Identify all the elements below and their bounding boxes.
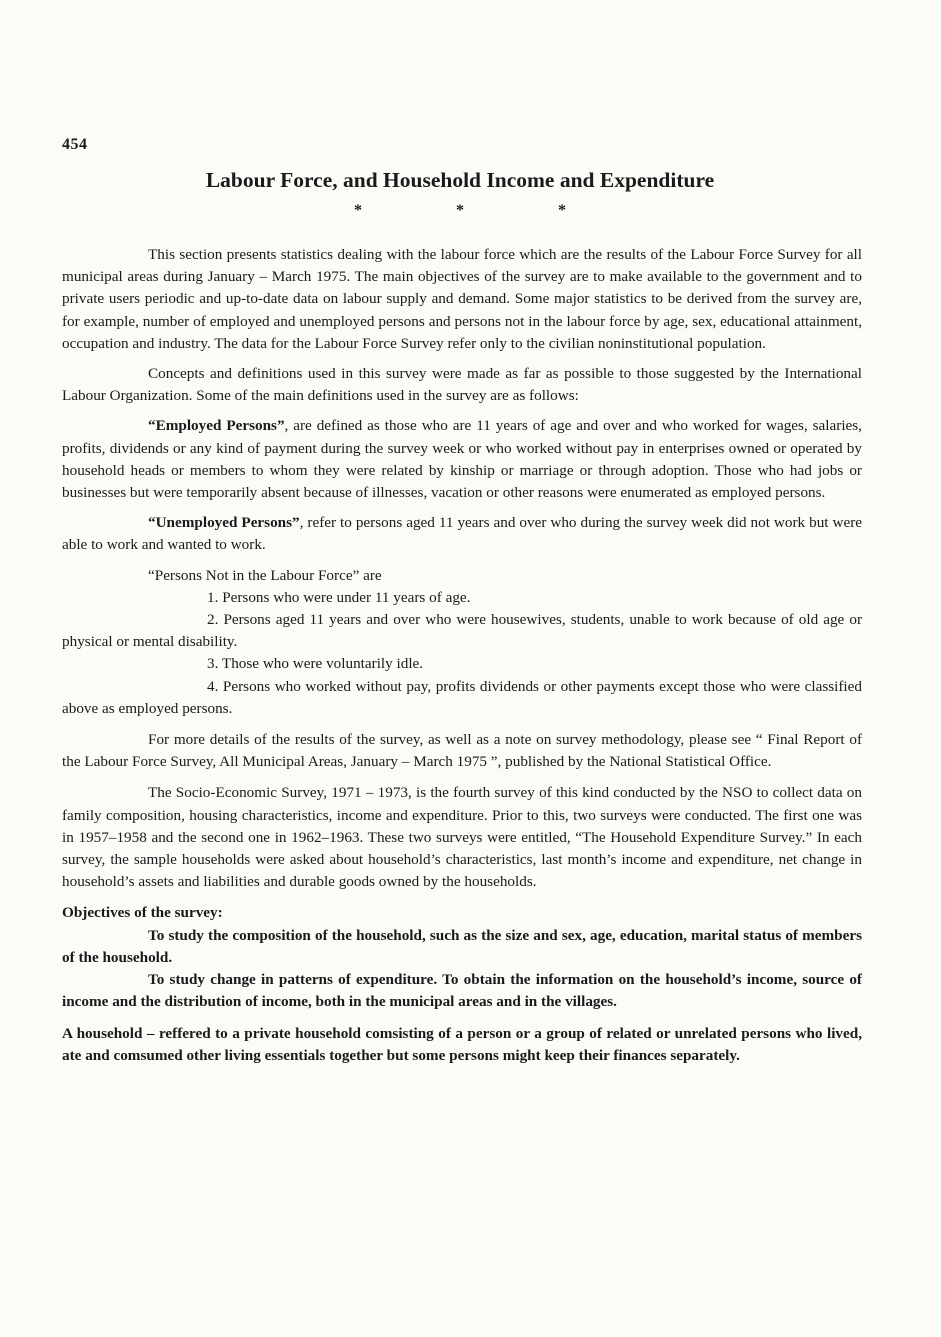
list-item: 3. Those who were voluntarily idle. (207, 655, 424, 673)
intro-paragraph: This section presents statistics dealing with the labour force which are the results of the Labour Force Survey for all municipal areas during January – March 1975. The main objectives of the survey are to make available to the government and to private users periodic and up-to-date data on labour supply and demand. Some major statistics to be derived from the survey are, for example, number of employed and unemployed persons and persons not in the labour force by age, sex, educational attainment, occupation and industry. The data for the Labour Force Survey refer only to the civilian noninstitutional population. (62, 246, 862, 352)
unemployed-text: , refer to persons aged 11 years and over who during the survey week did not work but were able to work and wanted to work. (62, 514, 862, 554)
more-details-paragraph: For more details of the results of the survey, as well as a note on survey methodology, please see “ Final Report of the Labour Force Survey, All Municipal Areas, January – March 1975 ”, published by the National Statistical Office. (62, 731, 862, 771)
employed-text: , are defined as those who are 11 years of age and over and who worked for wages, salaries, profits, dividends or any kind of payment during the survey week or who worked without pay in enterprises owned or operated by household heads or members to whom they were related by kinship or marriage or through adoption. Those who had jobs or businesses but were temporarily absent because of illnesses, vacation or other reasons were enumerated as employed persons. (62, 417, 862, 502)
objective-item: To study change in patterns of expenditure. To obtain the information on the household’s income, source of income and the distribution of income, both in the municipal areas and in the villages. (62, 971, 862, 1011)
household-text: – reffered to a private household comsisting of a person or a group of related or unrelated persons who lived, ate and comsumed other living essentials together but some persons might keep their finances separately. (62, 1024, 862, 1064)
list-item: 4. Persons who worked without pay, profits dividends or other payments except those who were classified above as employed persons. (62, 677, 862, 717)
unemployed-term: “Unemployed Persons” (148, 514, 300, 532)
household-term: A household (62, 1024, 143, 1042)
list-item: 1. Persons who were under 11 years of age. (207, 588, 471, 606)
objectives-section (62, 902, 862, 1066)
socio-economic-paragraph: The Socio-Economic Survey, 1971 – 1973, is the fourth survey of this kind conducted by the NSO to collect data on family composition, housing characteristics, income and expenditure. Prior to this, two surveys were conducted. The first one was in 1957–1958 and the second one in 1962–1963. These two surveys were entitled, “The Household Expenditure Survey.” In each survey, the sample households were asked about household’s characteristics, last month’s income and expenditure, net change in household’s assets and liabilities and durable goods owned by the households. (62, 784, 862, 891)
title-ornament: * * * (354, 202, 566, 219)
body-text (62, 244, 862, 1067)
unemployed-definition (62, 512, 862, 556)
employed-definition (62, 415, 862, 504)
objective-item: To study the composition of the household, such as the size and sex, age, education, marital status of members of the household. (62, 926, 862, 966)
page-title: Labour Force, and Household Income and Expenditure (205, 168, 715, 192)
list-item: 2. Persons aged 11 years and over who were housewives, students, unable to work because of old age or physical or mental disability. (62, 611, 862, 651)
concepts-paragraph: Concepts and definitions used in this survey were made as far as possible to those suggested by the International Labour Organization. Some of the main definitions used in the survey are as follows: (62, 365, 862, 405)
page-number: 454 (62, 136, 88, 153)
household-definition (62, 1023, 862, 1067)
objectives-heading: Objectives of the survey: (62, 904, 223, 922)
not-in-labour-force-intro: “Persons Not in the Labour Force” are (148, 566, 382, 584)
employed-term: “Employed Persons” (148, 417, 285, 435)
